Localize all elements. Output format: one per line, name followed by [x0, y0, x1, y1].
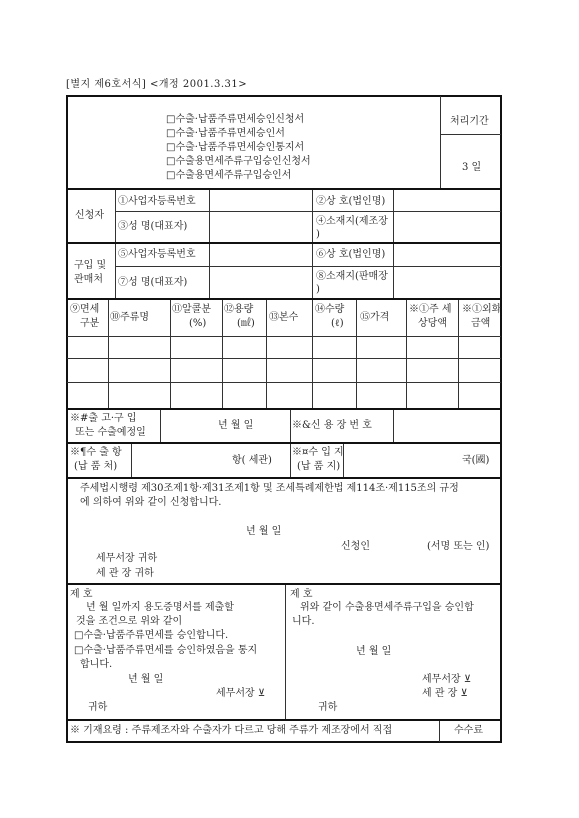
divider: [439, 721, 440, 742]
header-alcohol-2: (%): [189, 318, 207, 329]
statement-line-1: 주세법시행령 제30조제1항·제31조제1항 및 조세특례제한법 제114조·제115조의 규정: [80, 483, 459, 494]
statement-signature: (서명 또는 인): [427, 541, 490, 552]
divider: [67, 408, 501, 410]
approval-left-date: 년 월 일: [128, 674, 164, 685]
schedule-date: 년 월 일: [218, 420, 254, 431]
divider: [356, 300, 357, 408]
approval-left-to: 귀하: [88, 702, 108, 713]
schedule-label-1: ※#출 고·구 입: [70, 413, 137, 424]
buyer-section-label-2: 관매처: [74, 274, 103, 285]
approval-right-officer-tax: 세무서장 ⊻: [422, 674, 472, 685]
form-number: [별지 제6호서식] <개정 2001.3.31>: [66, 79, 248, 90]
applicant-name-label: ③성 명(대표자): [118, 221, 188, 232]
divider: [115, 266, 501, 267]
fee-label: 수수료: [454, 725, 483, 736]
divider: [67, 242, 501, 244]
destination-country: 국(國): [462, 455, 490, 466]
divider: [458, 300, 459, 408]
header-capacity-1: ⑫용량: [224, 304, 254, 315]
header-tax-2: 상당액: [418, 318, 447, 329]
approval-right-to: 귀하: [318, 702, 338, 713]
export-port-label-2: (납 품 처): [74, 461, 118, 472]
header-fx-2: 금액: [471, 318, 491, 329]
divider: [67, 719, 501, 721]
divider: [160, 410, 161, 442]
destination-label-2: (납 품 지): [297, 461, 341, 472]
buyer-name-label: ⑦성 명(대표자): [118, 277, 188, 288]
approval-left-no: 제 호: [70, 589, 93, 600]
processing-label: 처리기간: [450, 116, 489, 127]
header-liquor: ⑩주류명: [110, 312, 149, 323]
title-line-4: □수출용면세주류구입승인신청서: [166, 156, 311, 167]
approval-left-line-4: □수출·납품주류면세를 승인하였음을 통지: [74, 645, 258, 656]
buyer-company-label: ⑥상 호(법인명): [316, 249, 386, 260]
applicant-location-label: ④소재지(제조장: [316, 216, 388, 227]
statement-to-tax-office: 세무서장 귀하: [96, 553, 158, 564]
header-capacity-2: (㎖): [237, 318, 255, 329]
buyer-biz-no-label: ⑤사업자등록번호: [118, 249, 196, 260]
divider: [115, 190, 116, 298]
footer-note: ※ 기재요령 : 주류제조자와 수출자가 다르고 당해 주류가 제조장에서 직접: [70, 725, 393, 736]
export-port-label-1: ※¶수 출 항: [70, 447, 122, 458]
divider: [285, 585, 286, 719]
approval-left-line-3: □수출·납품주류면세를 승인합니다.: [74, 630, 229, 641]
approval-left-line-5: 합니다.: [80, 659, 113, 670]
statement-to-customs: 세 관 장 귀하: [96, 568, 154, 579]
applicant-biz-no-label: ①사업자등록번호: [118, 196, 196, 207]
header-exempt-2: 구분: [80, 318, 100, 329]
divider: [67, 583, 501, 585]
export-port-value: 항( 세관): [232, 455, 272, 466]
divider: [170, 300, 171, 408]
divider: [67, 188, 501, 190]
divider: [393, 410, 394, 442]
buyer-section-label-1: 구입 및: [74, 260, 107, 271]
title-line-5: □수출용면세주류구입승인서: [166, 170, 292, 181]
approval-left-line-1: 년 월 일까지 용도증명서를 제출할: [86, 602, 234, 613]
approval-left-line-2: 것을 조건으로 위와 같이: [76, 616, 183, 627]
schedule-label-2: 또는 수출예정일: [75, 427, 146, 438]
divider: [115, 211, 501, 212]
applicant-company-label: ②상 호(법인명): [316, 196, 386, 207]
approval-right-line-2: 니다.: [292, 616, 315, 627]
destination-label-1: ※¤수 입 지: [292, 447, 344, 458]
divider: [312, 190, 313, 298]
divider: [222, 300, 223, 408]
header-quantity-2: (ℓ): [331, 318, 344, 329]
divider: [108, 300, 109, 408]
divider: [266, 300, 267, 408]
divider: [440, 134, 501, 135]
divider: [440, 96, 441, 189]
header-quantity-1: ⑭수량: [315, 304, 345, 315]
divider: [67, 336, 501, 337]
header-alcohol-1: ⑪알콜분: [172, 304, 211, 315]
divider: [67, 442, 501, 444]
divider: [131, 444, 132, 477]
divider: [312, 300, 313, 408]
header-price: ⑮가격: [360, 312, 390, 323]
title-line-1: □수출·납품주류면세승인신청서: [166, 114, 305, 125]
approval-right-officer-customs: 세 관 장 ⊻: [422, 688, 468, 699]
applicant-section-label: 신청자: [75, 210, 104, 221]
divider: [209, 190, 210, 298]
header-exempt-1: ⑨면세: [70, 304, 100, 315]
header-tax-1: ※①주 세: [409, 304, 452, 315]
divider: [67, 382, 501, 383]
divider: [406, 300, 407, 408]
approval-left-officer: 세무서장 ⊻: [216, 688, 266, 699]
title-line-3: □수출·납품주류면세승인통지서: [166, 142, 305, 153]
statement-line-2: 에 의하여 위와 같이 신청합니다.: [80, 497, 222, 508]
approval-right-no: 제 호: [290, 589, 313, 600]
header-bottles: ⑬본수: [269, 312, 299, 323]
approval-right-date: 년 월 일: [356, 646, 392, 657]
applicant-location-end: ): [316, 229, 320, 240]
processing-value: 3 일: [462, 162, 482, 173]
divider: [67, 298, 501, 300]
title-line-2: □수출·납품주류면세승인서: [166, 128, 285, 139]
divider: [67, 477, 501, 479]
divider: [393, 190, 394, 298]
buyer-location-label: ⑧소재지(판매장: [316, 271, 388, 282]
approval-right-line-1: 위와 같이 수출용면세주류구입을 승인합: [300, 602, 474, 613]
credit-label: ※&신 용 장 번 호: [292, 420, 372, 431]
buyer-location-end: ): [316, 284, 320, 295]
divider: [67, 358, 501, 359]
statement-applicant-label: 신청인: [341, 541, 370, 552]
header-fx-1: ※①외화: [462, 304, 502, 315]
statement-date: 년 월 일: [246, 526, 282, 537]
